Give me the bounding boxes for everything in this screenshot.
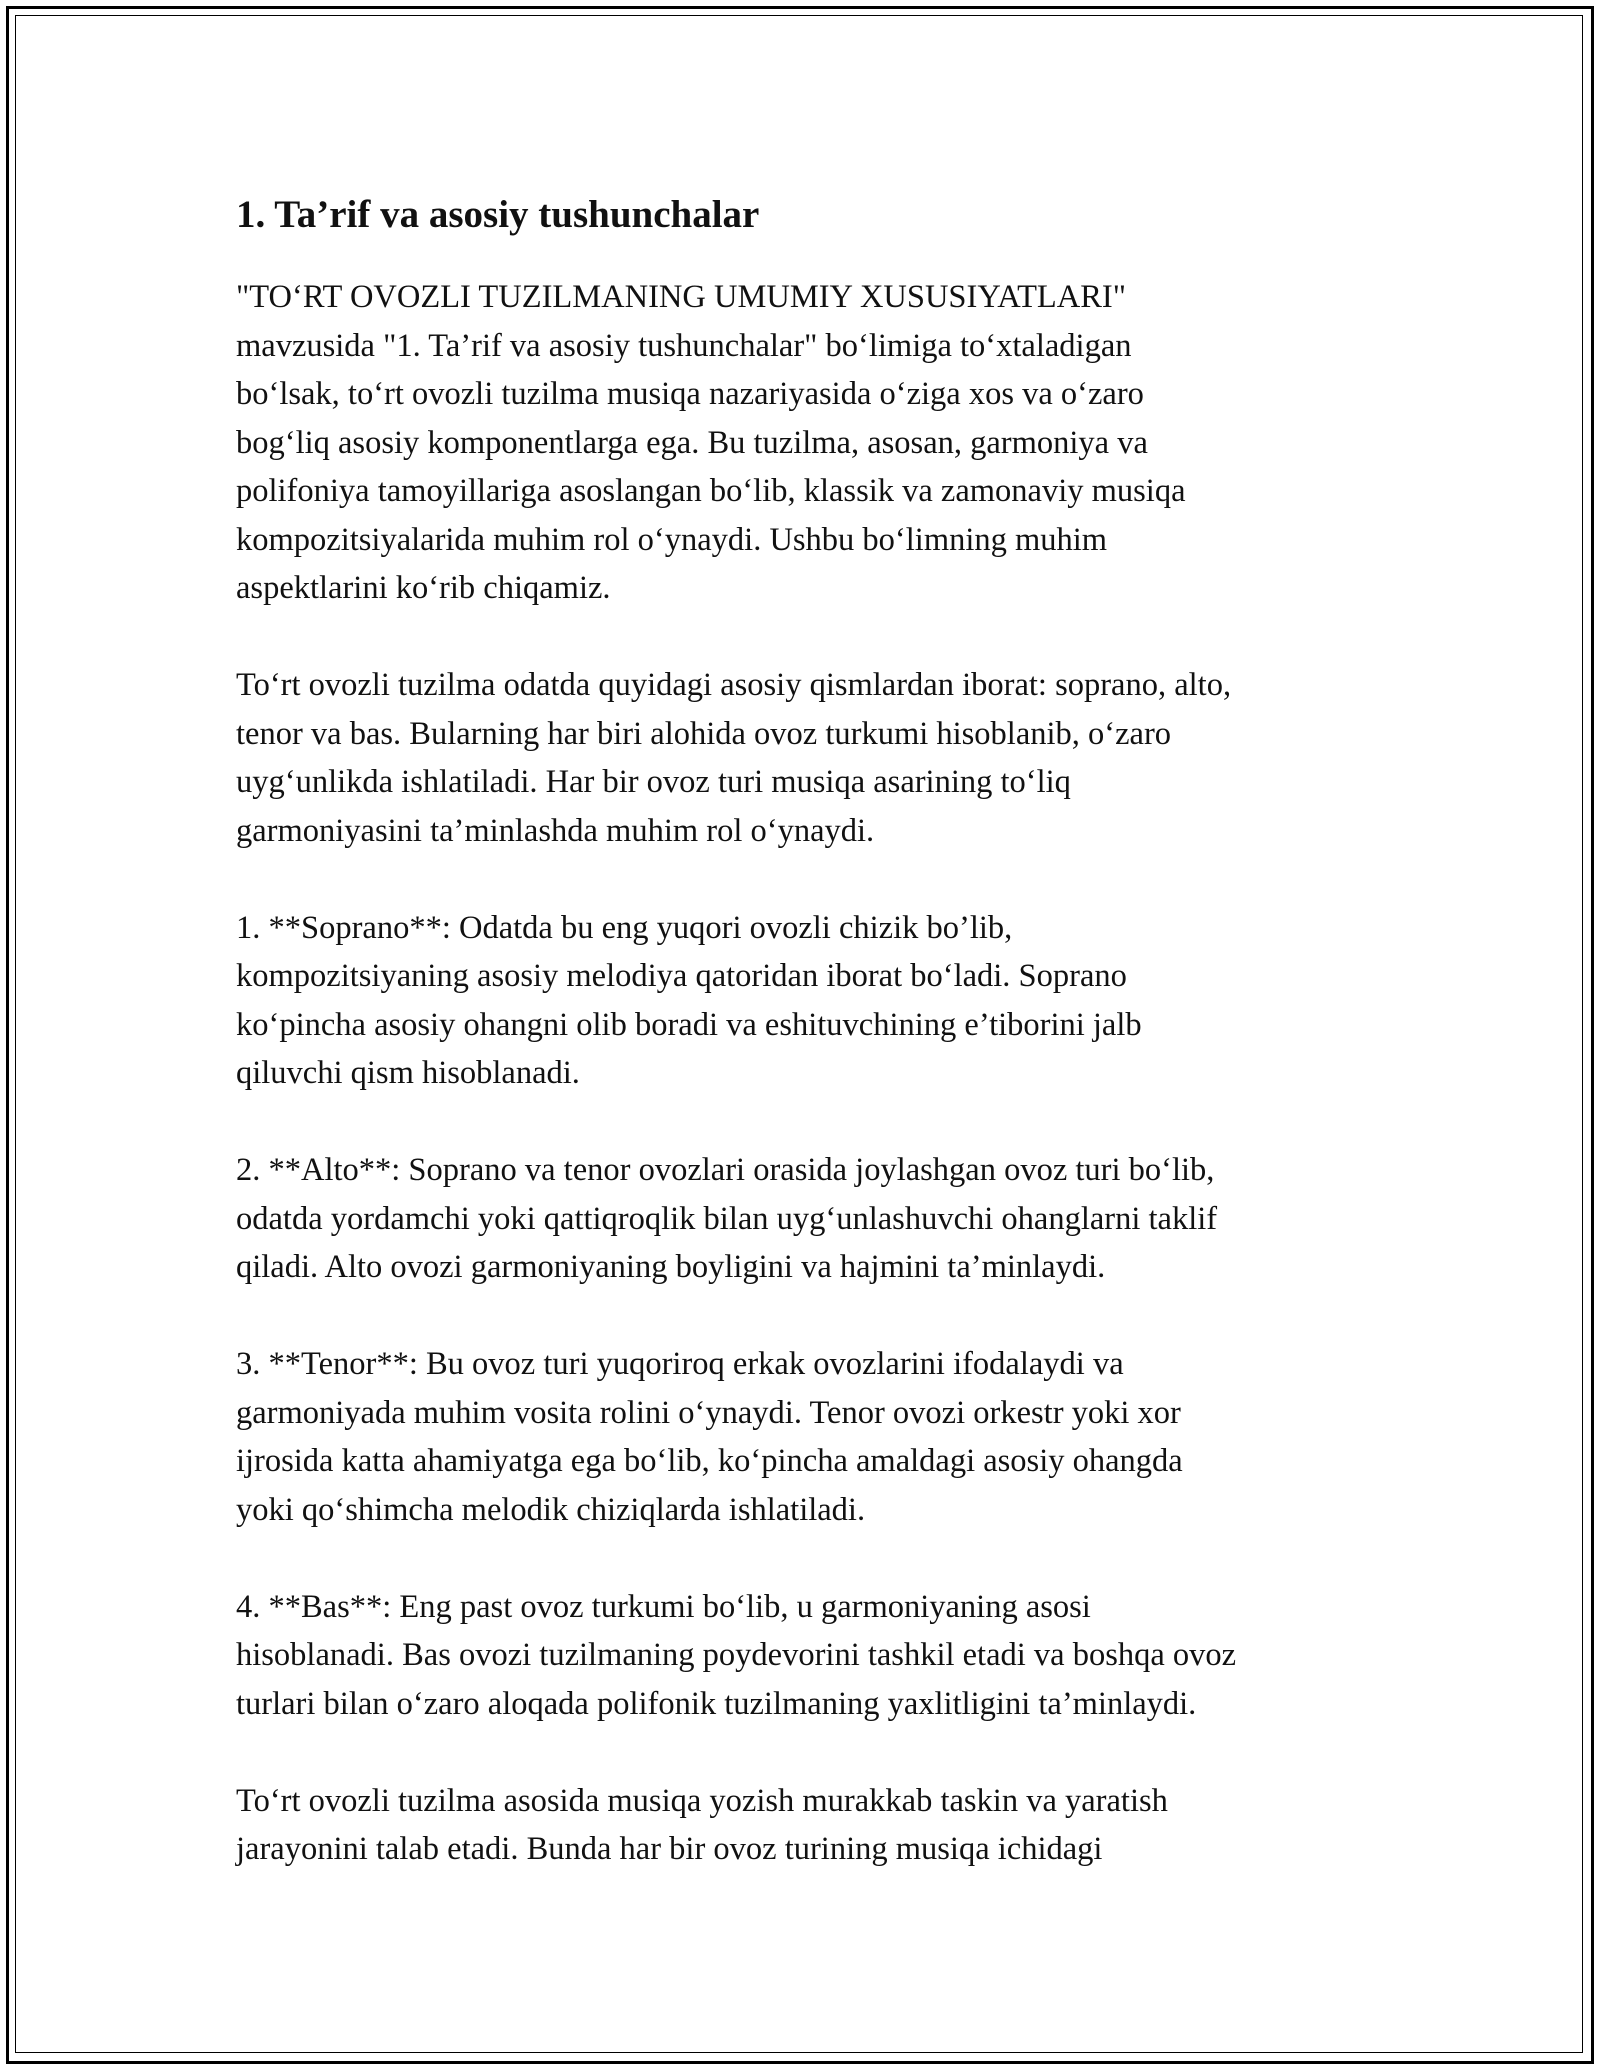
bass-paragraph: 4. **Bas**: Eng past ovoz turkumi bo‘lib, u garmoniyaning asosi hisoblanadi. Bas ovozi tuzilmaning poydevorini tashkil etadi va boshqa ovoz turlari bilan o‘zaro aloqada polifonik tuzilmaning yaxlitligini ta’minlaydi. xyxy=(236,1588,1237,1722)
intro-paragraph: "TO‘RT OVOZLI TUZILMANING UMUMIY XUSUSIYATLARI" mavzusida "1. Ta’rif va asosiy tushunchalar" bo‘limiga to‘xtaladigan bo‘lsak, to‘rt ovozli tuzilma musiqa nazariyasida o‘ziga xos va o‘zaro bog‘liq asosiy komponentlarga ega. Bu tuzilma, asosan, garmoniya va polifoniya tamoyillariga asoslangan bo‘lib, klassik va zamonaviy musiqa kompozitsiyalarida muhim rol o‘ynaydi. Ushbu bo‘limning muhim aspektlarini ko‘rib chiqamiz. xyxy=(236,279,1186,606)
section-heading: 1. Ta’rif va asosiy tushunchalar xyxy=(236,193,760,236)
soprano-paragraph: 1. **Soprano**: Odatda bu eng yuqori ovozli chizik bo’lib, kompozitsiyaning asosiy melodiya qatoridan iborat bo‘ladi. Soprano ko‘pincha asosiy ohangni olib boradi va eshituvchining e’tiborini jalb qiluvchi qism hisoblanadi. xyxy=(236,909,1142,1091)
tenor-paragraph: 3. **Tenor**: Bu ovoz turi yuqoriroq erkak ovozlarini ifodalaydi va garmoniyada muhim vosita rolini o‘ynaydi. Tenor ovozi orkestr yoki xor ijrosida katta ahamiyatga ega bo‘lib, ko‘pincha amaldagi asosiy ohangda yoki qo‘shimcha melodik chiziqlarda ishlatiladi. xyxy=(236,1346,1183,1528)
voices-overview-paragraph: To‘rt ovozli tuzilma odatda quyidagi asosiy qismlardan iborat: soprano, alto, tenor va bas. Bularning har biri alohida ovoz turkumi hisoblanib, o‘zaro uyg‘unlikda ishlatiladi. Har bir ovoz turi musiqa asarining to‘liq garmoniyasini ta’minlashda muhim rol o‘ynaydi. xyxy=(236,667,1232,849)
alto-paragraph: 2. **Alto**: Soprano va tenor ovozlari orasida joylashgan ovoz turi bo‘lib, odatda yordamchi yoki qattiqroqlik bilan uyg‘unlashuvchi ohanglarni taklif qiladi. Alto ovozi garmoniyaning boyligini va hajmini ta’minlaydi. xyxy=(236,1152,1218,1285)
document-body xyxy=(236,183,1376,1922)
closing-paragraph: To‘rt ovozli tuzilma asosida musiqa yozish murakkab taskin va yaratish jarayonini talab etadi. Bunda har bir ovoz turining musiqa ichidagi xyxy=(236,1782,1168,1867)
